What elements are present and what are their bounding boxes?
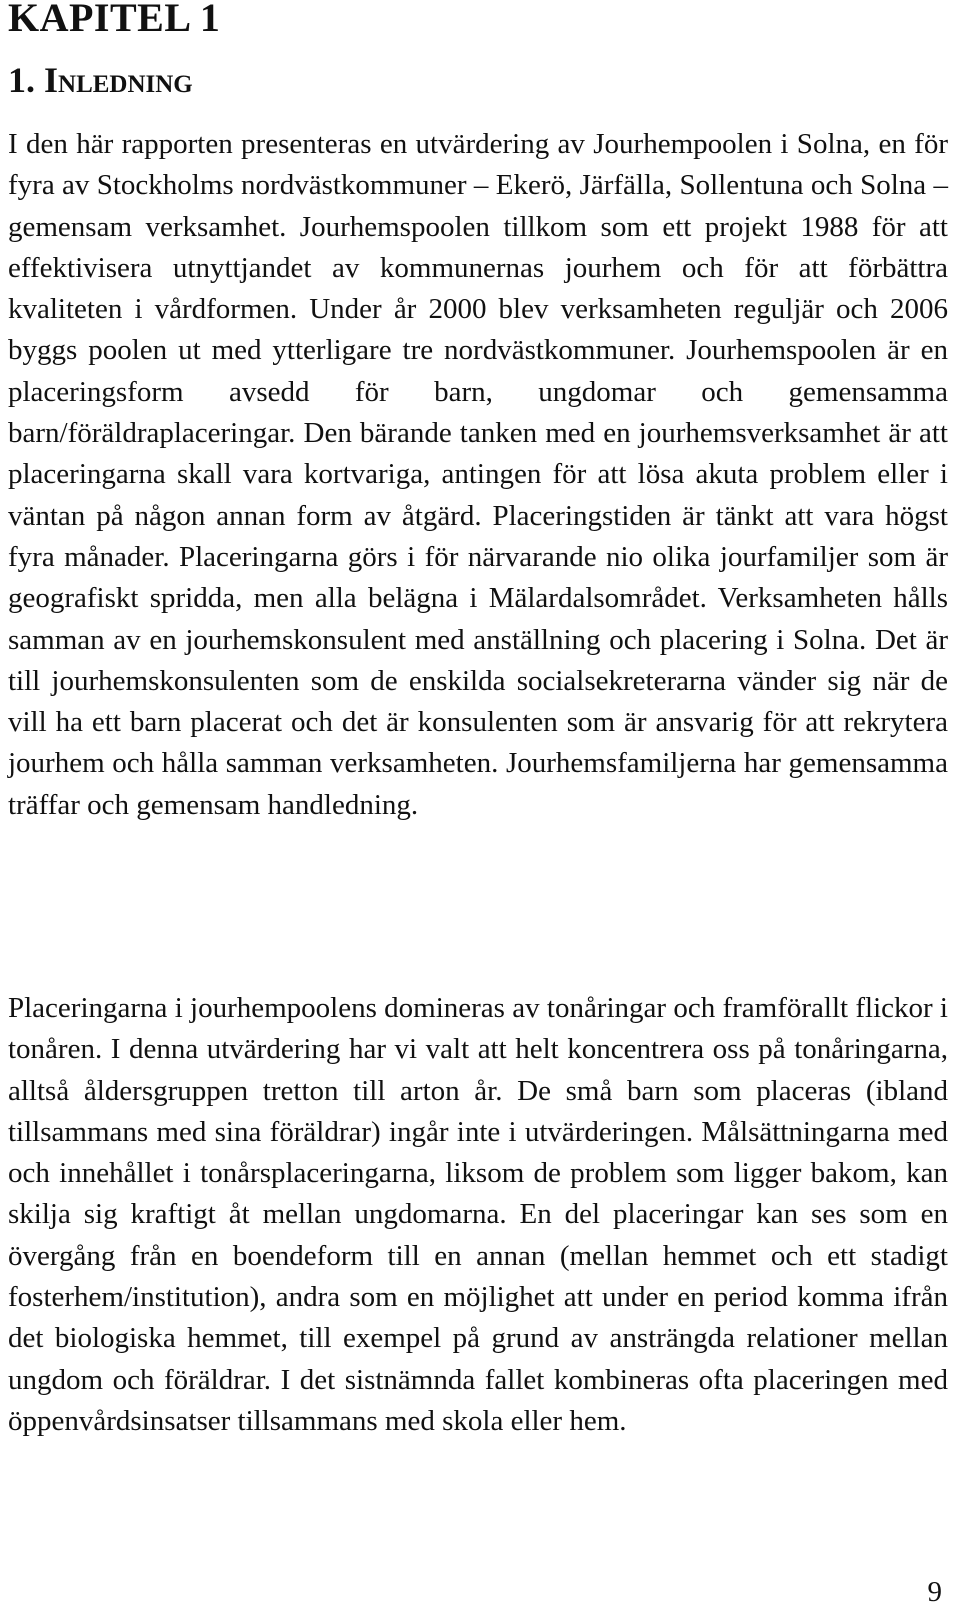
body-paragraph-2: Placeringarna i jourhempoolens domineras av tonåringar och framförallt flickor i tonåren. I denna utvärdering har vi valt att helt koncentrera oss på tonåringarna, alltså åldersgruppen tretton till arton år. De små barn som placeras (ibland tillsammans med sina föräldrar) ingår inte i utvärderingen. Målsättningarna med och innehållet i tonårsplaceringarna, liksom de problem som ligger bakom, kan skilja sig kraftigt åt mellan ungdomarna. En del placeringar kan ses som en övergång från en boendeform till en annan (mellan hemmet och ett stadigt fosterhem/institution), andra som en möjlighet att under en period komma ifrån det biologiska hemmet, till exempel på grund av ansträngda relationer mellan ungdom och föräldrar. I det sistnämnda fallet kombineras ofta placeringen med öppenvårdsinsatser tillsammans med skola eller hem. [8, 992, 948, 1437]
chapter-label: KAPITEL 1 [8, 0, 221, 40]
section-heading: 1. Inledning [8, 60, 193, 100]
body-paragraph-1: I den här rapporten presenteras en utvärdering av Jourhempoolen i Solna, en för fyra av Stockholms nordvästkommuner – Ekerö, Järfälla, Sollentuna och Solna – gemensam verksamhet. Jourhemspoolen tillkom som ett projekt 1988 för att effektivisera utnyttjandet av kommunernas jourhem och för att förbättra kvaliteten i vårdformen. Under år 2000 blev verksamheten reguljär och 2006 byggs poolen ut med ytterligare tre nordvästkommuner. Jourhemspoolen är en placeringsform avsedd för barn, ungdomar och gemensamma barn/föräldraplaceringar. Den bärande tanken med en jourhemsverksamhet är att placeringarna skall vara kortvariga, antingen för att lösa akuta problem eller i väntan på någon annan form av åtgärd. Placeringstiden är tänkt att vara högst fyra månader. Placeringarna görs i för närvarande nio olika jourfamiljer som är geografiskt spridda, men alla belägna i Mälardalsområdet. Verksamheten hålls samman av en jourhemskonsulent med anställning och placering i Solna. Det är till jourhemskonsulenten som de enskilda socialsekreterarna vänder sig när de vill ha ett barn placerat och det är konsulenten som är ansvarig för att rekrytera jourhem och hålla samman verksamheten. Jourhemsfamiljerna har gemensamma träffar och gemensam handledning. [8, 128, 948, 821]
page-number: 9 [927, 1576, 942, 1608]
